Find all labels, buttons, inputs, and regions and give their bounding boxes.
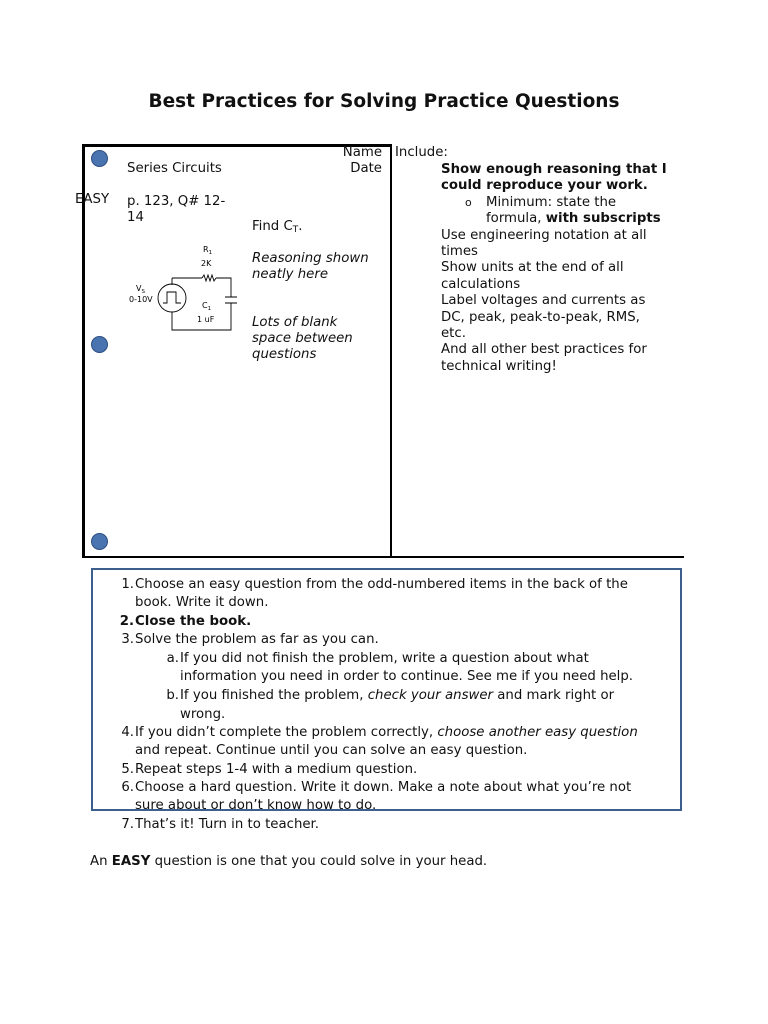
capacitor-value: 1 uF	[197, 315, 215, 324]
list-item-continued: information you need in order to continue. See me if you need help.	[180, 669, 634, 684]
source-label: $V_S$	[136, 284, 145, 295]
date-label: Date	[350, 161, 382, 176]
reasoning-requirement-continued: could reproduce your work.	[441, 178, 648, 194]
page-title: Best Practices for Solving Practice Questions	[148, 91, 620, 112]
include-item: calculations	[441, 276, 521, 292]
series-rc-circuit-diagram	[126, 240, 241, 335]
include-label: Include:	[395, 145, 448, 160]
bullet-icon: o	[465, 195, 472, 209]
binder-hole-icon	[91, 533, 108, 550]
page-reference-continued: 14	[127, 210, 144, 225]
name-label: Name	[342, 145, 382, 160]
source-range: 0-10V	[129, 295, 153, 304]
binder-hole-icon	[91, 150, 108, 167]
reasoning-note: Reasoning shown	[252, 251, 369, 266]
include-item: Label voltages and currents as	[441, 293, 646, 309]
list-item-continued: book. Write it down.	[135, 595, 269, 610]
include-item: And all other best practices for	[441, 342, 647, 358]
notebook-page-bottom-rule	[82, 556, 684, 558]
blank-space-note: Lots of blank	[252, 315, 338, 330]
include-item: etc.	[441, 326, 466, 342]
include-item: DC, peak, peak-to-peak, RMS,	[441, 309, 640, 325]
include-item: technical writing!	[441, 358, 557, 374]
difficulty-label: EASY	[75, 192, 110, 207]
easy-definition: An EASY question is one that you could solve in your head.	[90, 854, 488, 869]
include-item: Show units at the end of all	[441, 260, 624, 276]
bullet-item: o Minimum: state the	[465, 194, 617, 210]
list-item-continued: wrong.	[180, 707, 226, 722]
binder-hole-icon	[91, 336, 108, 353]
example-topic: Series Circuits	[127, 161, 222, 176]
include-item: times	[441, 244, 478, 260]
include-list	[441, 162, 686, 375]
find-instruction: Find $C_T$.	[252, 219, 303, 235]
bullet-item-continued: formula, with subscripts	[486, 211, 661, 227]
list-item-continued: and repeat. Continue until you can solve an easy question.	[135, 743, 528, 758]
page-reference: p. 123, Q# 12-	[127, 194, 226, 209]
blank-space-note-continued: space between	[252, 331, 353, 346]
capacitor-label: $C_1$	[202, 301, 212, 312]
resistor-value: 2K	[201, 259, 212, 268]
reasoning-note-continued: neatly here	[252, 267, 329, 282]
list-item-continued: sure about or don’t know how to do.	[135, 798, 377, 813]
reasoning-requirement: Show enough reasoning that I	[441, 162, 667, 177]
resistor-label: $R_1$	[203, 245, 213, 256]
blank-space-note-continued: questions	[252, 347, 317, 362]
include-item: Use engineering notation at all	[441, 227, 647, 243]
